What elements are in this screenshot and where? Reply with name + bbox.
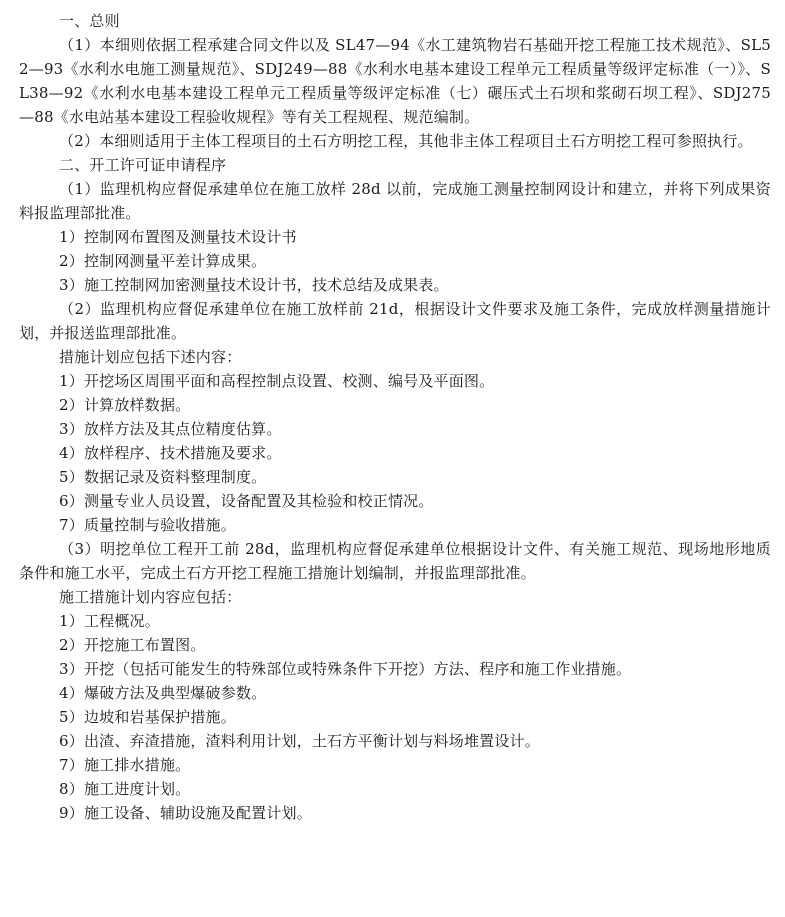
paragraph: （3）明挖单位工程开工前 28d，监理机构应督促承建单位根据设计文件、有关施工规范、现场地形地质条件和施工水平，完成土石方开挖工程施工措施计划编制，并报监理部批准。 — [19, 540, 771, 582]
list-item: 5）数据记录及资料整理制度。 — [59, 468, 267, 486]
list-item: 8）施工进度计划。 — [59, 780, 191, 798]
paragraph: 措施计划应包括下述内容： — [59, 348, 242, 366]
list-item: 3）开挖（包括可能发生的特殊部位或特殊条件下开挖）方法、程序和施工作业措施。 — [59, 660, 632, 678]
list-item: 9）施工设备、辅助设施及配置计划。 — [59, 804, 312, 822]
section-heading: 一、总则 — [59, 12, 120, 30]
list-item: 2）开挖施工布置图。 — [59, 636, 206, 654]
list-item: 4）放样程序、技术措施及要求。 — [59, 444, 282, 462]
list-item: 3）施工控制网加密测量技术设计书，技术总结及成果表。 — [59, 276, 449, 294]
list-item: 1）开挖场区周围平面和高程控制点设置、校测、编号及平面图。 — [59, 372, 495, 390]
list-item: 3）放样方法及其点位精度估算。 — [59, 420, 282, 438]
list-item: 6）测量专业人员设置，设备配置及其检验和校正情况。 — [59, 492, 434, 510]
paragraph: （1）监理机构应督促承建单位在施工放样 28d 以前，完成施工测量控制网设计和建立，并将下列成果资料报监理部批准。 — [19, 180, 771, 222]
list-item: 1）工程概况。 — [59, 612, 160, 630]
paragraph: （2）本细则适用于主体工程项目的土石方明挖工程，其他非主体工程项目土石方明挖工程可参照执行。 — [59, 132, 753, 150]
list-item: 5）边坡和岩基保护措施。 — [59, 708, 236, 726]
list-item: 2）控制网测量平差计算成果。 — [59, 252, 267, 270]
paragraph: （1）本细则依据工程承建合同文件以及 SL47—94《水工建筑物岩石基础开挖工程施工技术规范》、SL52—93《水利水电施工测量规范》、SDJ249—88《水利水电基本建设工程单元工程质量等级评定标准（一）》、SL38—92《水利水电基本建设工程单元工程质量等级评定标准（七）碾压式土石坝和浆砌石坝工程》、SDJ275—88《水电站基本建设工程验收规程》等有关工程规程、规范编制。 — [19, 36, 771, 126]
list-item: 6）出渣、弃渣措施，渣料利用计划，土石方平衡计划与料场堆置设计。 — [59, 732, 540, 750]
list-item: 2）计算放样数据。 — [59, 396, 191, 414]
list-item: 7）质量控制与验收措施。 — [59, 516, 236, 534]
list-item: 4）爆破方法及典型爆破参数。 — [59, 684, 267, 702]
paragraph: 施工措施计划内容应包括： — [59, 588, 242, 606]
section-heading: 二、开工许可证申请程序 — [59, 156, 227, 174]
paragraph: （2）监理机构应督促承建单位在施工放样前 21d，根据设计文件要求及施工条件，完成放样测量措施计划，并报送监理部批准。 — [19, 300, 771, 342]
list-item: 7）施工排水措施。 — [59, 756, 191, 774]
list-item: 1）控制网布置图及测量技术设计书 — [59, 228, 297, 246]
